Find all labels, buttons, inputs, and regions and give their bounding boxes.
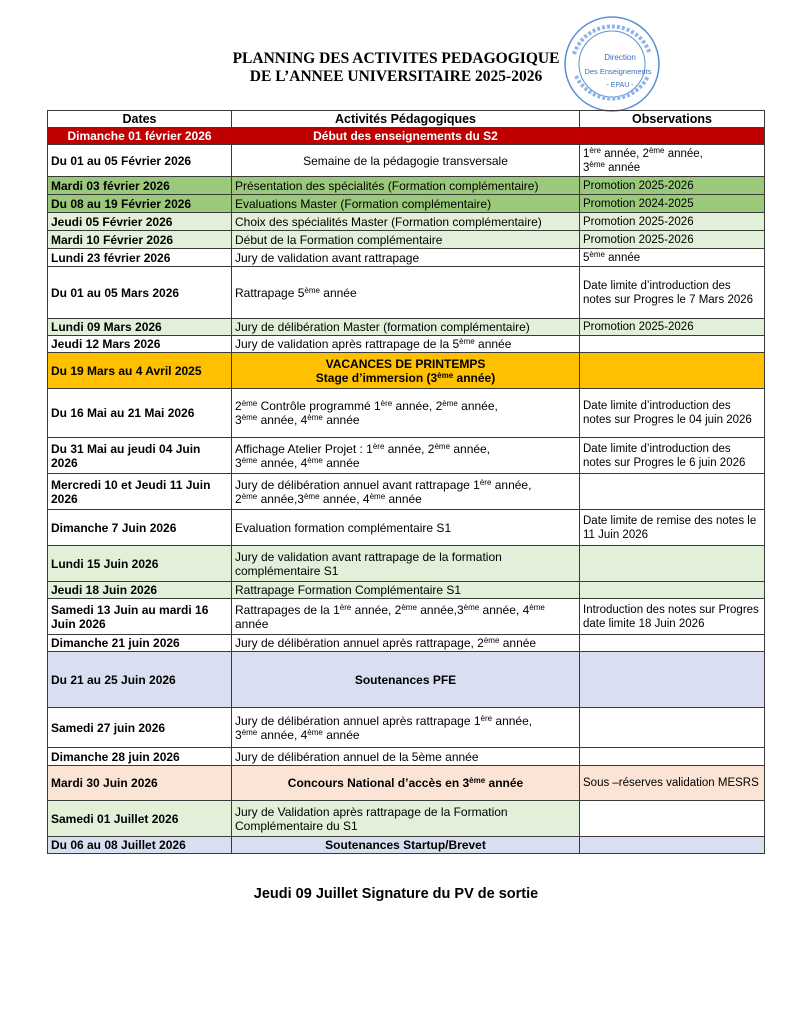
text: année bbox=[385, 491, 422, 506]
sup: ème bbox=[437, 370, 454, 380]
text: année,3 bbox=[257, 491, 304, 506]
text: Jury de délibération annuel après rattrapage, 2 bbox=[235, 636, 484, 650]
sup: ème bbox=[463, 602, 480, 612]
text: année, bbox=[664, 147, 703, 160]
text: année bbox=[235, 616, 269, 631]
row-observation: Date limite d’introduction des notes sur Progres le 04 juin 2026 bbox=[580, 389, 765, 438]
row-observation: Promotion 2025-2026 bbox=[580, 177, 765, 195]
sup: ème bbox=[241, 413, 258, 422]
table-row bbox=[48, 474, 765, 510]
text: année, 4 bbox=[257, 413, 308, 427]
row-observation bbox=[580, 249, 765, 267]
row-date: Du 01 au 05 Février 2026 bbox=[48, 145, 232, 177]
text: année, 2 bbox=[384, 441, 435, 456]
table-row bbox=[48, 195, 765, 213]
text: année,3 bbox=[416, 602, 464, 617]
text: Rattrapages de la 1 bbox=[235, 602, 340, 617]
text: Stage d’immersion (3 bbox=[315, 370, 438, 385]
row-observation bbox=[580, 652, 765, 708]
row-observation: Promotion 2025-2026 bbox=[580, 213, 765, 231]
row-activity: Semaine de la pédagogie transversale bbox=[232, 145, 580, 177]
row-observation: Date limite de remise des notes le 11 Juin 2026 bbox=[580, 510, 765, 546]
title-line-1: PLANNING DES ACTIVITES PEDAGOGIQUE bbox=[232, 50, 560, 67]
planning-table bbox=[47, 110, 765, 854]
row-observation: Sous –réserves validation MESRS bbox=[580, 766, 765, 801]
text: année bbox=[322, 727, 360, 742]
sup: ème bbox=[241, 727, 258, 737]
page-title bbox=[0, 50, 792, 86]
header-observations: Observations bbox=[580, 111, 765, 128]
row-observation bbox=[580, 353, 765, 389]
sup: ème bbox=[241, 455, 258, 465]
table-row bbox=[48, 438, 765, 474]
table-row bbox=[48, 510, 765, 546]
row-activity bbox=[232, 438, 580, 474]
table-row bbox=[48, 319, 765, 336]
text: Affichage Atelier Projet : 1 bbox=[235, 441, 373, 456]
table-row bbox=[48, 267, 765, 319]
row-activity bbox=[232, 267, 580, 319]
header-activities: Activités Pédagogiques bbox=[232, 111, 580, 128]
row-observation bbox=[580, 474, 765, 510]
sup: ème bbox=[648, 145, 665, 155]
row-date: Jeudi 18 Juin 2026 bbox=[48, 582, 232, 599]
text: 3 bbox=[583, 161, 590, 174]
text: année bbox=[474, 337, 512, 351]
row-activity: Jury de Validation après rattrapage de la Formation Complémentaire du S1 bbox=[232, 801, 580, 837]
row-date: Dimanche 7 Juin 2026 bbox=[48, 510, 232, 546]
text: Concours National d’accès en 3 bbox=[287, 776, 470, 790]
text: Rattrapage 5 bbox=[235, 285, 305, 300]
row-activity bbox=[232, 389, 580, 438]
row-date: Mardi 30 Juin 2026 bbox=[48, 766, 232, 801]
sup: ème bbox=[307, 727, 323, 737]
row-date: Du 31 Mai au jeudi 04 Juin 2026 bbox=[48, 438, 232, 474]
row-activity bbox=[232, 336, 580, 353]
sup: ère bbox=[372, 441, 385, 451]
text: année bbox=[604, 251, 641, 264]
sup: ème bbox=[307, 455, 323, 465]
row-date: Dimanche 28 juin 2026 bbox=[48, 748, 232, 766]
text: année, bbox=[457, 399, 498, 413]
row-activity bbox=[232, 708, 580, 748]
table-row bbox=[48, 748, 765, 766]
row-activity: Présentation des spécialités (Formation complémentaire) bbox=[232, 177, 580, 195]
row-activity: Jury de validation avant rattrapage de la formation complémentaire S1 bbox=[232, 546, 580, 582]
row-activity bbox=[232, 353, 580, 389]
table-row bbox=[48, 635, 765, 652]
sup: ère bbox=[380, 399, 393, 408]
text: année, bbox=[492, 713, 533, 728]
row-activity: Jury de délibération annuel de la 5ème année bbox=[232, 748, 580, 766]
row-date: Samedi 01 Juillet 2026 bbox=[48, 801, 232, 837]
row-date: Lundi 23 février 2026 bbox=[48, 249, 232, 267]
row-date: Samedi 27 juin 2026 bbox=[48, 708, 232, 748]
text: 3 bbox=[235, 413, 242, 427]
row-activity: Soutenances Startup/Brevet bbox=[232, 837, 580, 854]
table-row bbox=[48, 231, 765, 249]
sup: ème bbox=[442, 399, 458, 408]
row-observation bbox=[580, 801, 765, 837]
row-observation bbox=[580, 145, 765, 177]
table-row bbox=[48, 837, 765, 854]
text: 2 bbox=[235, 399, 242, 413]
sup: ère bbox=[589, 145, 601, 155]
row-date: Du 21 au 25 Juin 2026 bbox=[48, 652, 232, 708]
row-activity bbox=[232, 635, 580, 652]
row-activity: Début des enseignements du S2 bbox=[232, 128, 580, 145]
text: année, 2 bbox=[600, 147, 649, 160]
row-activity bbox=[232, 599, 580, 635]
text: 3 bbox=[235, 455, 242, 470]
table-row bbox=[48, 801, 765, 837]
table-row bbox=[48, 249, 765, 267]
text: année, 4 bbox=[479, 602, 530, 617]
text: année, bbox=[450, 441, 491, 456]
row-observation: Promotion 2025-2026 bbox=[580, 319, 765, 336]
row-observation bbox=[580, 635, 765, 652]
sup: ème bbox=[241, 491, 258, 501]
row-activity: Soutenances PFE bbox=[232, 652, 580, 708]
sup: ème bbox=[589, 159, 605, 169]
row-observation bbox=[580, 336, 765, 353]
sup: ème bbox=[483, 636, 500, 645]
row-date: Mercredi 10 et Jeudi 11 Juin 2026 bbox=[48, 474, 232, 510]
row-activity: Evaluations Master (Formation complémentaire) bbox=[232, 195, 580, 213]
stamp-text-1: Direction bbox=[604, 53, 636, 62]
table-row bbox=[48, 145, 765, 177]
header-dates: Dates bbox=[48, 111, 232, 128]
row-observation bbox=[580, 546, 765, 582]
row-observation: Promotion 2024-2025 bbox=[580, 195, 765, 213]
row-date: Du 16 Mai au 21 Mai 2026 bbox=[48, 389, 232, 438]
text: année, 4 bbox=[319, 491, 370, 506]
row-observation bbox=[580, 708, 765, 748]
sup: ème bbox=[529, 602, 545, 612]
stamp-text-2: Des Enseignements bbox=[584, 67, 652, 76]
row-observation bbox=[580, 748, 765, 766]
direction-stamp bbox=[562, 14, 662, 114]
text: année bbox=[485, 776, 524, 790]
row-date: Du 01 au 05 Mars 2026 bbox=[48, 267, 232, 319]
sup: ère bbox=[479, 477, 492, 487]
text: année bbox=[319, 285, 357, 300]
row-activity: Choix des spécialités Master (Formation complémentaire) bbox=[232, 213, 580, 231]
table-row bbox=[48, 599, 765, 635]
text: année, 4 bbox=[257, 455, 308, 470]
row-date: Jeudi 05 Février 2026 bbox=[48, 213, 232, 231]
sup: ème bbox=[369, 491, 386, 501]
row-observation bbox=[580, 582, 765, 599]
text: Contrôle programmé 1 bbox=[257, 399, 381, 413]
text: Jury de délibération annuel avant rattrapage 1 bbox=[235, 477, 480, 492]
sup: ème bbox=[434, 441, 451, 451]
table-row bbox=[48, 353, 765, 389]
table-row bbox=[48, 766, 765, 801]
row-date: Jeudi 12 Mars 2026 bbox=[48, 336, 232, 353]
text: année, 2 bbox=[392, 399, 443, 413]
table-row bbox=[48, 546, 765, 582]
text: année bbox=[322, 413, 360, 427]
row-date: Lundi 15 Juin 2026 bbox=[48, 546, 232, 582]
row-observation bbox=[580, 128, 765, 145]
footer-note: Jeudi 09 Juillet Signature du PV de sortie bbox=[253, 886, 539, 902]
row-date: Du 19 Mars au 4 Avril 2025 bbox=[48, 353, 232, 389]
sup: ème bbox=[401, 602, 417, 612]
row-date: Samedi 13 Juin au mardi 16 Juin 2026 bbox=[48, 599, 232, 635]
title-line-2: DE L’ANNEE UNIVERSITAIRE 2025-2026 bbox=[249, 68, 543, 85]
row-observation: Promotion 2025-2026 bbox=[580, 231, 765, 249]
table-row bbox=[48, 213, 765, 231]
row-date: Mardi 10 Février 2026 bbox=[48, 231, 232, 249]
sup: ème bbox=[241, 399, 258, 408]
sup: ère bbox=[339, 602, 352, 612]
text: année, 4 bbox=[257, 727, 308, 742]
row-activity: Début de la Formation complémentaire bbox=[232, 231, 580, 249]
row-observation bbox=[580, 837, 765, 854]
row-date: Dimanche 21 juin 2026 bbox=[48, 635, 232, 652]
text: année bbox=[604, 161, 641, 174]
table-row bbox=[48, 177, 765, 195]
text: année, 2 bbox=[351, 602, 402, 617]
text: 3 bbox=[235, 727, 242, 742]
text: Jury de délibération annuel après rattrapage 1 bbox=[235, 713, 481, 728]
table-row bbox=[48, 128, 765, 145]
sup: ère bbox=[480, 713, 493, 723]
row-activity bbox=[232, 474, 580, 510]
row-activity bbox=[232, 766, 580, 801]
row-observation: Date limite d’introduction des notes sur Progres le 6 juin 2026 bbox=[580, 438, 765, 474]
row-date: Mardi 03 février 2026 bbox=[48, 177, 232, 195]
sup: ème bbox=[304, 285, 320, 295]
row-observation: Introduction des notes sur Progres date limite 18 Juin 2026 bbox=[580, 599, 765, 635]
row-activity: Rattrapage Formation Complémentaire S1 bbox=[232, 582, 580, 599]
row-activity: Jury de délibération Master (formation complémentaire) bbox=[232, 319, 580, 336]
row-date: Dimanche 01 février 2026 bbox=[48, 128, 232, 145]
sup: ème bbox=[307, 413, 323, 422]
sup: ème bbox=[589, 249, 605, 259]
text: 2 bbox=[235, 491, 242, 506]
sup: ème bbox=[303, 491, 320, 501]
sup: ème bbox=[459, 337, 475, 346]
text: 5 bbox=[583, 251, 590, 264]
row-activity: Evaluation formation complémentaire S1 bbox=[232, 510, 580, 546]
table-row bbox=[48, 652, 765, 708]
row-date: Lundi 09 Mars 2026 bbox=[48, 319, 232, 336]
table-row bbox=[48, 708, 765, 748]
text: année) bbox=[453, 370, 496, 385]
stamp-text-3: - EPAU - bbox=[606, 82, 634, 89]
row-observation: Date limite d’introduction des notes sur Progres le 7 Mars 2026 bbox=[580, 267, 765, 319]
text: année bbox=[499, 636, 537, 650]
table-row bbox=[48, 582, 765, 599]
sup: ème bbox=[469, 776, 486, 785]
text: année, bbox=[491, 477, 532, 492]
text: Jury de validation après rattrapage de la 5 bbox=[235, 337, 460, 351]
text: VACANCES DE PRINTEMPS bbox=[325, 356, 486, 371]
row-activity: Jury de validation avant rattrapage bbox=[232, 249, 580, 267]
table-row bbox=[48, 336, 765, 353]
row-date: Du 06 au 08 Juillet 2026 bbox=[48, 837, 232, 854]
table-row bbox=[48, 389, 765, 438]
table-header-row bbox=[48, 111, 765, 128]
text: année bbox=[322, 455, 360, 470]
row-date: Du 08 au 19 Février 2026 bbox=[48, 195, 232, 213]
text: 1 bbox=[583, 147, 590, 160]
